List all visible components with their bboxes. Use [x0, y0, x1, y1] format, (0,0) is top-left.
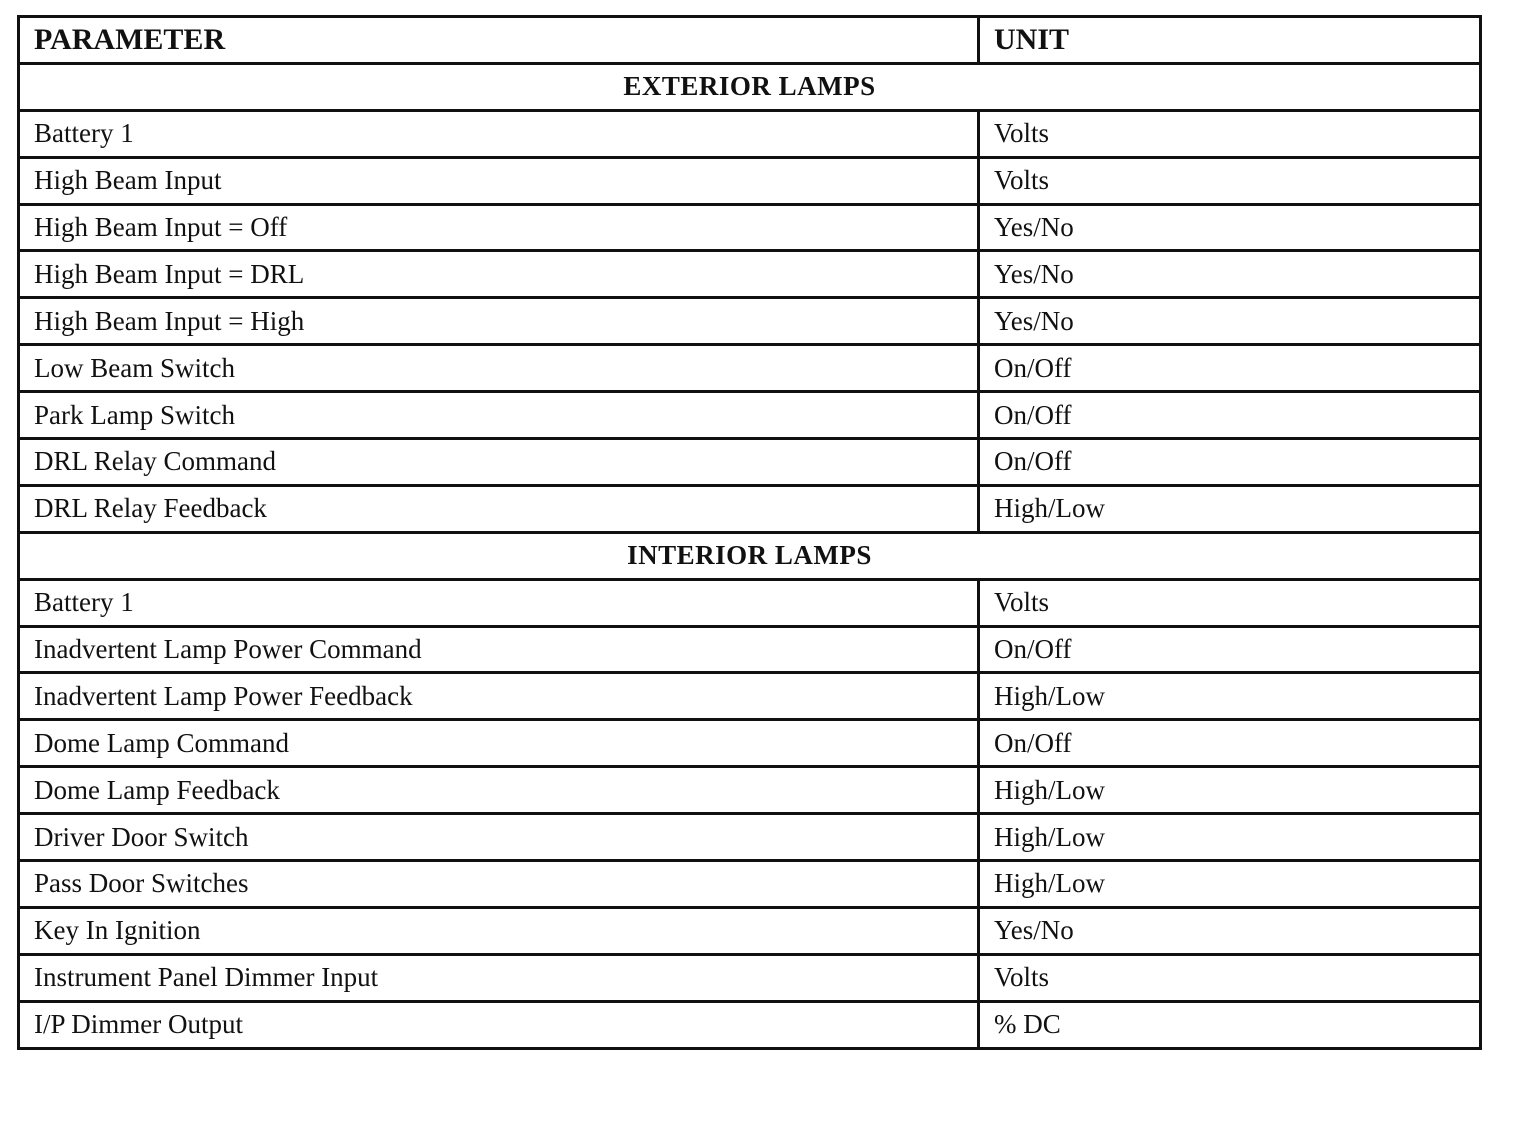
table-row	[19, 204, 1481, 251]
table-row	[19, 907, 1481, 954]
table-row	[19, 298, 1481, 345]
parameter-cell: High Beam Input = High	[19, 298, 979, 345]
unit-column-header: UNIT	[979, 17, 1481, 64]
parameter-cell: Battery 1	[19, 579, 979, 626]
parameter-cell: DRL Relay Command	[19, 439, 979, 486]
section-header-row	[19, 532, 1481, 579]
table-row	[19, 157, 1481, 204]
table-row	[19, 673, 1481, 720]
table-row	[19, 485, 1481, 532]
unit-cell: On/Off	[979, 720, 1481, 767]
table-row	[19, 439, 1481, 486]
unit-cell: High/Low	[979, 861, 1481, 908]
section-title-interior-lamps: INTERIOR LAMPS	[19, 532, 1481, 579]
table-row	[19, 110, 1481, 157]
table-row	[19, 345, 1481, 392]
parameter-cell: I/P Dimmer Output	[19, 1001, 979, 1048]
unit-cell: On/Off	[979, 626, 1481, 673]
section-title-exterior-lamps: EXTERIOR LAMPS	[19, 63, 1481, 110]
parameter-cell: High Beam Input = DRL	[19, 251, 979, 298]
table-row	[19, 392, 1481, 439]
unit-cell: Yes/No	[979, 907, 1481, 954]
unit-cell: High/Low	[979, 485, 1481, 532]
unit-cell: High/Low	[979, 814, 1481, 861]
unit-cell: Yes/No	[979, 298, 1481, 345]
parameter-cell: Inadvertent Lamp Power Feedback	[19, 673, 979, 720]
parameter-table	[17, 15, 1482, 1050]
parameter-cell: Dome Lamp Feedback	[19, 767, 979, 814]
table-row	[19, 861, 1481, 908]
parameter-cell: Inadvertent Lamp Power Command	[19, 626, 979, 673]
table-row	[19, 626, 1481, 673]
table-row	[19, 720, 1481, 767]
unit-cell: On/Off	[979, 392, 1481, 439]
parameter-cell: Dome Lamp Command	[19, 720, 979, 767]
unit-cell: High/Low	[979, 767, 1481, 814]
parameter-column-header: PARAMETER	[19, 17, 979, 64]
parameter-cell: Park Lamp Switch	[19, 392, 979, 439]
parameter-cell: High Beam Input = Off	[19, 204, 979, 251]
table-row	[19, 814, 1481, 861]
parameter-cell: Pass Door Switches	[19, 861, 979, 908]
table-row	[19, 579, 1481, 626]
unit-cell: Volts	[979, 579, 1481, 626]
parameter-cell: Instrument Panel Dimmer Input	[19, 954, 979, 1001]
parameter-cell: High Beam Input	[19, 157, 979, 204]
unit-cell: % DC	[979, 1001, 1481, 1048]
unit-cell: Volts	[979, 954, 1481, 1001]
parameter-cell: Driver Door Switch	[19, 814, 979, 861]
unit-cell: On/Off	[979, 345, 1481, 392]
parameter-cell: DRL Relay Feedback	[19, 485, 979, 532]
table-header-row	[19, 17, 1481, 64]
table-row	[19, 767, 1481, 814]
parameter-cell: Low Beam Switch	[19, 345, 979, 392]
table-row	[19, 1001, 1481, 1048]
parameter-cell: Battery 1	[19, 110, 979, 157]
unit-cell: Yes/No	[979, 251, 1481, 298]
table-row	[19, 954, 1481, 1001]
section-header-row	[19, 63, 1481, 110]
table-row	[19, 251, 1481, 298]
parameter-cell: Key In Ignition	[19, 907, 979, 954]
unit-cell: Volts	[979, 110, 1481, 157]
unit-cell: High/Low	[979, 673, 1481, 720]
unit-cell: Yes/No	[979, 204, 1481, 251]
unit-cell: Volts	[979, 157, 1481, 204]
unit-cell: On/Off	[979, 439, 1481, 486]
